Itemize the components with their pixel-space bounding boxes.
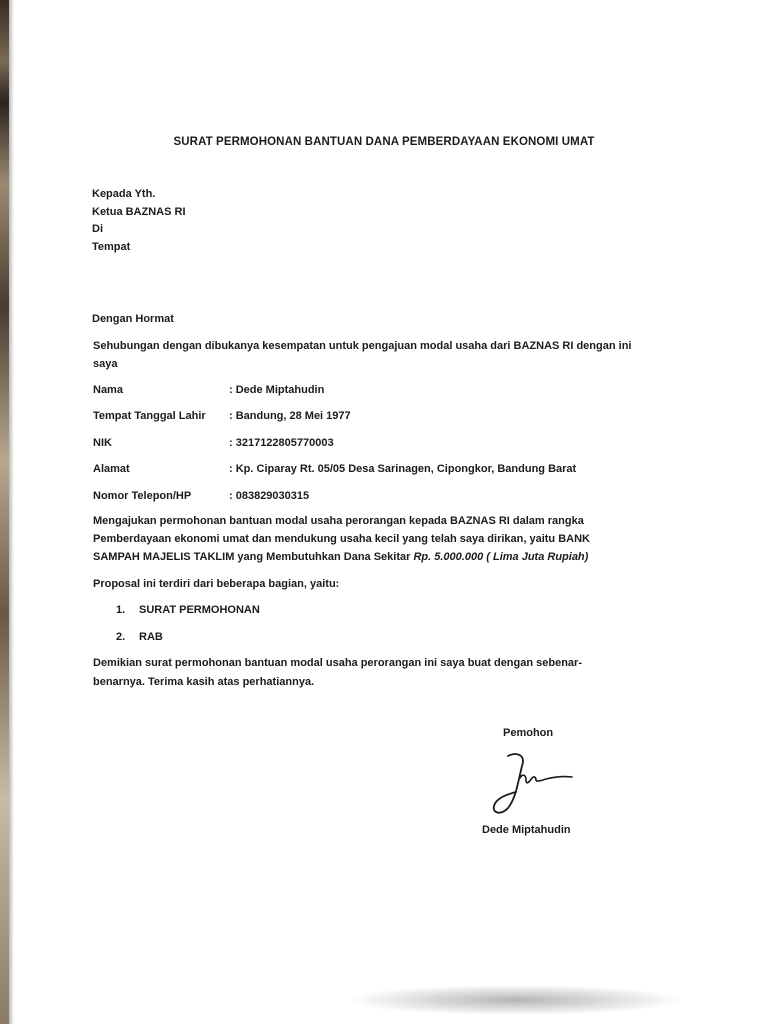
request-amount: Rp. 5.000.000 ( Lima Juta Rupiah) [413,551,589,563]
proposal-item-1: SURAT PERMOHONAN [139,604,260,616]
signature-role: Pemohon [503,727,554,739]
intro-line-1: Sehubungan dengan dibukanya kesempatan untuk pengajuan modal usaha dari BAZNAS RI dengan ini [93,340,632,352]
field-label-alamat: Alamat [93,463,130,475]
recipient-line-4: Tempat [92,241,131,253]
field-label-nik: NIK [93,437,112,449]
field-label-telepon: Nomor Telepon/HP [93,490,192,502]
closing-line-2: benarnya. Terima kasih atas perhatiannya. [93,676,315,688]
proposal-item-2: RAB [139,631,163,643]
request-line-2: Pemberdayaan ekonomi umat dan mendukung usaha kecil yang telah saya dirikan, yaitu BANK [93,533,590,545]
field-value-alamat: : Kp. Ciparay Rt. 05/05 Desa Sarinagen, Cipongkor, Bandung Barat [229,463,577,475]
salutation: Dengan Hormat [92,313,174,325]
signature-name: Dede Miptahudin [482,824,571,836]
field-label-nama: Nama [93,384,123,396]
field-value-nama: : Dede Miptahudin [229,384,325,396]
request-line-3-text: SAMPAH MAJELIS TAKLIM yang Membutuhkan Dana Sekitar [93,551,411,563]
field-value-nik: : 3217122805770003 [229,437,334,449]
recipient-line-1: Kepada Yth. [92,188,156,200]
request-line-1: Mengajukan permohonan bantuan modal usaha perorangan kepada BAZNAS RI dalam rangka [93,515,584,527]
recipient-line-2: Ketua BAZNAS RI [92,206,186,218]
field-value-ttl: : Bandung, 28 Mei 1977 [229,410,351,422]
request-line-3 [93,551,588,563]
intro-line-2: saya [93,358,118,370]
page-edge-shadow [0,0,9,1024]
field-value-telepon: : 083829030315 [229,490,310,502]
proposal-item-1-number: 1. [116,604,126,616]
field-label-ttl: Tempat Tanggal Lahir [93,410,206,422]
closing-line-1: Demikian surat permohonan bantuan modal usaha perorangan ini saya buat dengan sebenar- [93,657,582,669]
proposal-intro: Proposal ini terdiri dari beberapa bagian, yaitu: [93,578,340,590]
proposal-item-2-number: 2. [116,631,126,643]
handwritten-signature [486,748,576,818]
scan-shadow [350,985,680,1015]
letter-title: SURAT PERMOHONAN BANTUAN DANA PEMBERDAYAAN EKONOMI UMAT [173,136,595,148]
page-edge-fade [9,0,14,1024]
recipient-line-3: Di [92,223,103,235]
